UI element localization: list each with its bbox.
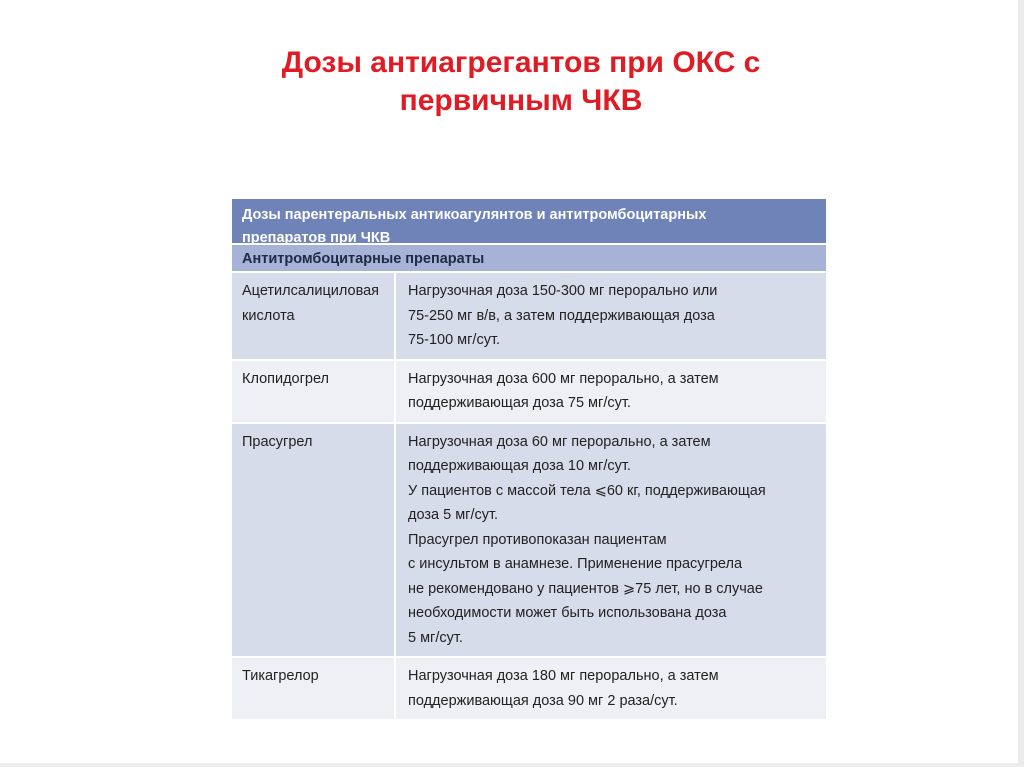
drug-name-line: Тикагрелор [242, 668, 319, 684]
dose-line: Нагрузочная доза 150-300 мг перорально или [408, 283, 718, 299]
dose-line: не рекомендовано у пациентов ⩾75 лет, но в случае [408, 580, 763, 597]
dose-line: У пациентов с массой тела ⩽60 кг, поддерживающая [408, 482, 766, 499]
table-subheader: Антитромбоцитарные препараты [232, 245, 826, 273]
slide-title-line-1: Дозы антиагрегантов при ОКС с [281, 46, 761, 79]
slide-title-line-2: первичным ЧКВ [399, 84, 643, 117]
dose-line: 75-250 мг в/в, а затем поддерживающая доза [408, 307, 715, 324]
table-header-line-1: Дозы парентеральных антикоагулянтов и антитромбоцитарных [242, 207, 707, 223]
slide-title [150, 44, 892, 120]
table-row-aspirin [232, 273, 826, 361]
dose-line: необходимости может быть использована доза [408, 605, 727, 621]
dose-line: поддерживающая доза 10 мг/сут. [408, 458, 631, 474]
dose-line: Прасугрел противопоказан пациентам [408, 531, 667, 548]
slide-edge-bottom [0, 763, 1024, 767]
drug-name-line: Прасугрел [242, 433, 313, 450]
dose-line: Нагрузочная доза 600 мг перорально, а затем [408, 370, 719, 387]
table-row-ticagrelor [232, 658, 826, 721]
drug-name-cell [232, 273, 396, 359]
dose-description-cell [396, 273, 826, 359]
dose-line: 5 мг/сут. [408, 629, 463, 646]
dose-description-cell [396, 424, 826, 657]
dose-line: поддерживающая доза 90 мг 2 раза/сут. [408, 692, 678, 709]
drug-name-line: кислота [242, 307, 295, 324]
drug-name-cell [232, 658, 396, 719]
table-header [232, 199, 826, 245]
table-row-prasugrel [232, 424, 826, 659]
dose-line: с инсультом в анамнезе. Применение прасугрела [408, 556, 743, 572]
drug-name-line: Клопидогрел [242, 370, 330, 387]
drug-name-cell [232, 361, 396, 422]
table-row-clopidogrel [232, 361, 826, 424]
dose-description-cell [396, 658, 826, 719]
dose-line: поддерживающая доза 75 мг/сут. [408, 395, 631, 411]
dose-line: 75-100 мг/сут. [408, 332, 501, 348]
table-header-line-2: препаратов при ЧКВ [242, 230, 391, 246]
dose-line: Нагрузочная доза 180 мг перорально, а затем [408, 668, 719, 684]
dose-description-cell [396, 361, 826, 422]
dose-line: доза 5 мг/сут. [408, 507, 499, 523]
slide-edge-right [1018, 0, 1024, 767]
drug-name-cell [232, 424, 396, 657]
dose-line: Нагрузочная доза 60 мг перорально, а затем [408, 433, 711, 450]
dosage-table [232, 199, 826, 721]
drug-name-line: Ацетилсалициловая [242, 283, 380, 299]
